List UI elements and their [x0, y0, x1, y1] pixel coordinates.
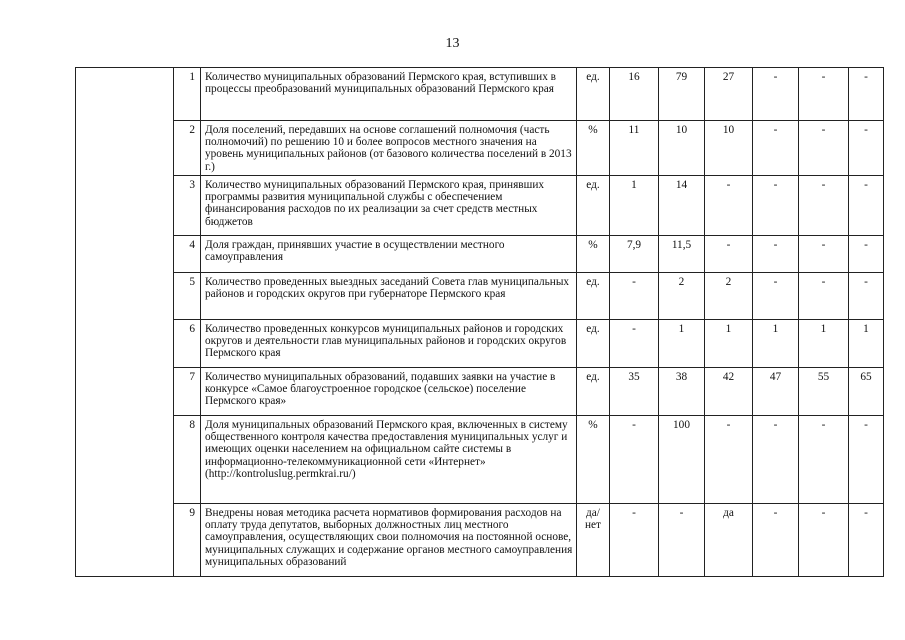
table-row — [76, 273, 884, 320]
value-cell: - — [705, 176, 753, 236]
table-row — [76, 416, 884, 504]
unit-cell: % — [577, 121, 610, 176]
value-cell: - — [753, 68, 799, 121]
table-row — [76, 368, 884, 416]
value-cell: 79 — [659, 68, 705, 121]
indicator-description: Количество муниципальных образований, подавших заявки на участие в конкурсе «Самое благоустроенное городское (сельское) поселение Пермского края» — [201, 368, 577, 416]
value-cell: 1 — [849, 320, 884, 368]
value-cell: - — [849, 176, 884, 236]
unit-cell: ед. — [577, 320, 610, 368]
value-cell: - — [753, 121, 799, 176]
value-cell: - — [799, 176, 849, 236]
value-cell: 14 — [659, 176, 705, 236]
table-row — [76, 504, 884, 577]
value-cell: 27 — [705, 68, 753, 121]
table-row — [76, 176, 884, 236]
unit-cell: ед. — [577, 368, 610, 416]
value-cell: - — [610, 320, 659, 368]
value-cell: - — [705, 236, 753, 273]
unit-cell: ед. — [577, 176, 610, 236]
value-cell: 11 — [610, 121, 659, 176]
value-cell: - — [849, 236, 884, 273]
row-number: 5 — [174, 273, 201, 320]
value-cell: 100 — [659, 416, 705, 504]
value-cell: 1 — [705, 320, 753, 368]
value-cell: 7,9 — [610, 236, 659, 273]
table-row — [76, 236, 884, 273]
value-cell: - — [799, 121, 849, 176]
unit-cell: % — [577, 416, 610, 504]
value-cell: - — [799, 416, 849, 504]
value-cell: 38 — [659, 368, 705, 416]
indicator-description: Количество муниципальных образований Пермского края, принявших программы развития муниципальной службы с обеспечением финансирования расходов по их реализации за счет средств местных бюджетов — [201, 176, 577, 236]
value-cell: 10 — [705, 121, 753, 176]
row-number: 7 — [174, 368, 201, 416]
value-cell: - — [799, 68, 849, 121]
value-cell: 42 — [705, 368, 753, 416]
value-cell: 16 — [610, 68, 659, 121]
indicator-description: Внедрены новая методика расчета нормативов формирования расходов на оплату труда депутатов, выборных должностных лиц местного самоуправления, осуществляющих свои полномочия на постоянной основе, муниципальных служащих и содержание органов местного самоуправления муниципальных образований — [201, 504, 577, 577]
value-cell: - — [849, 68, 884, 121]
value-cell: 1 — [753, 320, 799, 368]
value-cell: 2 — [705, 273, 753, 320]
page-number: 13 — [445, 36, 460, 51]
unit-cell: % — [577, 236, 610, 273]
indicator-description: Количество муниципальных образований Пермского края, вступивших в процессы преобразований муниципальных образований Пермского края — [201, 68, 577, 121]
value-cell: - — [849, 416, 884, 504]
value-cell: 11,5 — [659, 236, 705, 273]
value-cell: 65 — [849, 368, 884, 416]
value-cell: - — [799, 504, 849, 577]
value-cell: - — [610, 273, 659, 320]
row-number: 3 — [174, 176, 201, 236]
unit-cell: да/ нет — [577, 504, 610, 577]
unit-cell: ед. — [577, 273, 610, 320]
value-cell: 2 — [659, 273, 705, 320]
value-cell: - — [753, 504, 799, 577]
indicator-description: Количество проведенных конкурсов муниципальных районов и городских округов и деятельности глав муниципальных районов и городских округов Пермского края — [201, 320, 577, 368]
value-cell: - — [753, 176, 799, 236]
value-cell: 47 — [753, 368, 799, 416]
value-cell: - — [610, 504, 659, 577]
unit-cell: ед. — [577, 68, 610, 121]
row-number: 9 — [174, 504, 201, 577]
value-cell: - — [849, 121, 884, 176]
value-cell: - — [849, 504, 884, 577]
indicator-description: Доля граждан, принявших участие в осуществлении местного самоуправления — [201, 236, 577, 273]
row-number: 1 — [174, 68, 201, 121]
value-cell: - — [753, 236, 799, 273]
indicator-description: Доля поселений, передавших на основе соглашений полномочия (часть полномочий) по решению 10 и более вопросов местного значения на уровень муниципальных районов (от базового количества поселений в 2013 г.) — [201, 121, 577, 176]
value-cell: - — [705, 416, 753, 504]
indicator-description: Количество проведенных выездных заседаний Совета глав муниципальных районов и городских округов при губернаторе Пермского края — [201, 273, 577, 320]
value-cell: - — [753, 416, 799, 504]
value-cell: 1 — [799, 320, 849, 368]
table-row — [76, 320, 884, 368]
row-number: 2 — [174, 121, 201, 176]
blank-column-cell — [76, 68, 174, 577]
value-cell: 55 — [799, 368, 849, 416]
value-cell: 1 — [659, 320, 705, 368]
value-cell: 35 — [610, 368, 659, 416]
value-cell: - — [659, 504, 705, 577]
row-number: 8 — [174, 416, 201, 504]
value-cell: - — [799, 236, 849, 273]
value-cell: - — [849, 273, 884, 320]
table-row — [76, 68, 884, 121]
row-number: 6 — [174, 320, 201, 368]
table-row — [76, 121, 884, 176]
indicator-description: Доля муниципальных образований Пермского края, включенных в систему общественного контроля качества предоставления муниципальных услуг и имеющих оценки населением на официальном сайте системы в информационно-телекоммуникационной сети «Интернет» (http://kontroluslug.permkrai.ru/) — [201, 416, 577, 504]
value-cell: - — [753, 273, 799, 320]
value-cell: 10 — [659, 121, 705, 176]
row-number: 4 — [174, 236, 201, 273]
value-cell: 1 — [610, 176, 659, 236]
value-cell: - — [610, 416, 659, 504]
indicators-table — [75, 67, 884, 577]
value-cell: да — [705, 504, 753, 577]
value-cell: - — [799, 273, 849, 320]
